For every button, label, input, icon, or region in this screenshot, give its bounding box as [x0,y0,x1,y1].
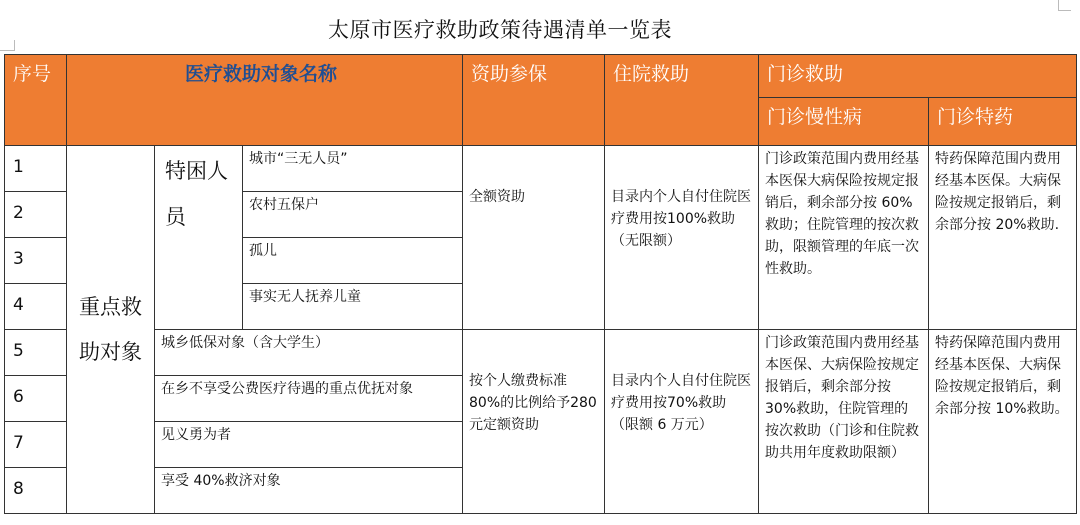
page-title: 太原市医疗救助政策待遇清单一览表 [328,18,672,42]
corner-mark-left [0,40,15,51]
target-name: 在乡不享受公费医疗待遇的重点优抚对象 [155,376,463,422]
group-sub-label: 特困人员 [155,146,243,330]
target-name: 享受 40%救济对象 [155,468,463,514]
g1-special-drug: 特药保障范围内费用经基本医保。大病保险按规定报销后，剩余部分按 20%救助. [929,146,1077,330]
header-target: 医疗救助对象名称 [67,55,463,146]
header-chronic: 门诊慢性病 [759,98,929,146]
header-insurance: 资助参保 [463,55,605,146]
row-number: 2 [5,192,67,238]
header-outpatient: 门诊救助 [759,55,1077,98]
g2-inpatient [605,330,759,514]
row-number: 1 [5,146,67,192]
group-main-label: 重点救助对象 [67,146,155,514]
row-number: 3 [5,238,67,284]
g2-special-drug: 特药保障范围内费用经基本医保、大病保险按规定报销后，剩余部分按 10%救助。 [929,330,1077,514]
target-name: 城乡低保对象（含大学生） [155,330,463,376]
header-inpatient: 住院救助 [605,55,759,146]
g2-chronic: 门诊政策范围内费用经基本医保、大病保险按规定报销后，剩余部分按 30%救助，住院管理的按次救助（门诊和住院救助共用年度救助限额） [759,330,929,514]
target-name: 农村五保户 [243,192,463,238]
g1-inpatient: 目录内个人自付住院医疗费用按100%救助（无限额） [605,146,759,330]
target-name: 见义勇为者 [155,422,463,468]
row-number: 5 [5,330,67,376]
g2-insurance: 按个人缴费标准80%的比例给予280 元定额资助 [463,330,605,514]
corner-mark-right [1058,0,1071,11]
target-name: 事实无人抚养儿童 [243,284,463,330]
row-number: 8 [5,468,67,514]
row-number: 6 [5,376,67,422]
g2-inpatient-text: 目录内个人自付住院医疗费用按70%救助 [611,373,751,411]
policy-table [4,54,1077,514]
target-name: 孤儿 [243,238,463,284]
g1-chronic: 门诊政策范围内费用经基本医保大病保险按规定报销后，剩余部分按 60%救助；住院管理的按次救助，限额管理的年底一次性救助。 [759,146,929,330]
header-special-drug: 门诊特药 [929,98,1077,146]
g2-inpatient-limit: （限额 6 万元） [611,417,713,433]
row-number: 4 [5,284,67,330]
g1-insurance: 全额资助 [463,146,605,330]
target-name: 城市“三无人员” [243,146,463,192]
header-index: 序号 [5,55,67,146]
row-number: 7 [5,422,67,468]
